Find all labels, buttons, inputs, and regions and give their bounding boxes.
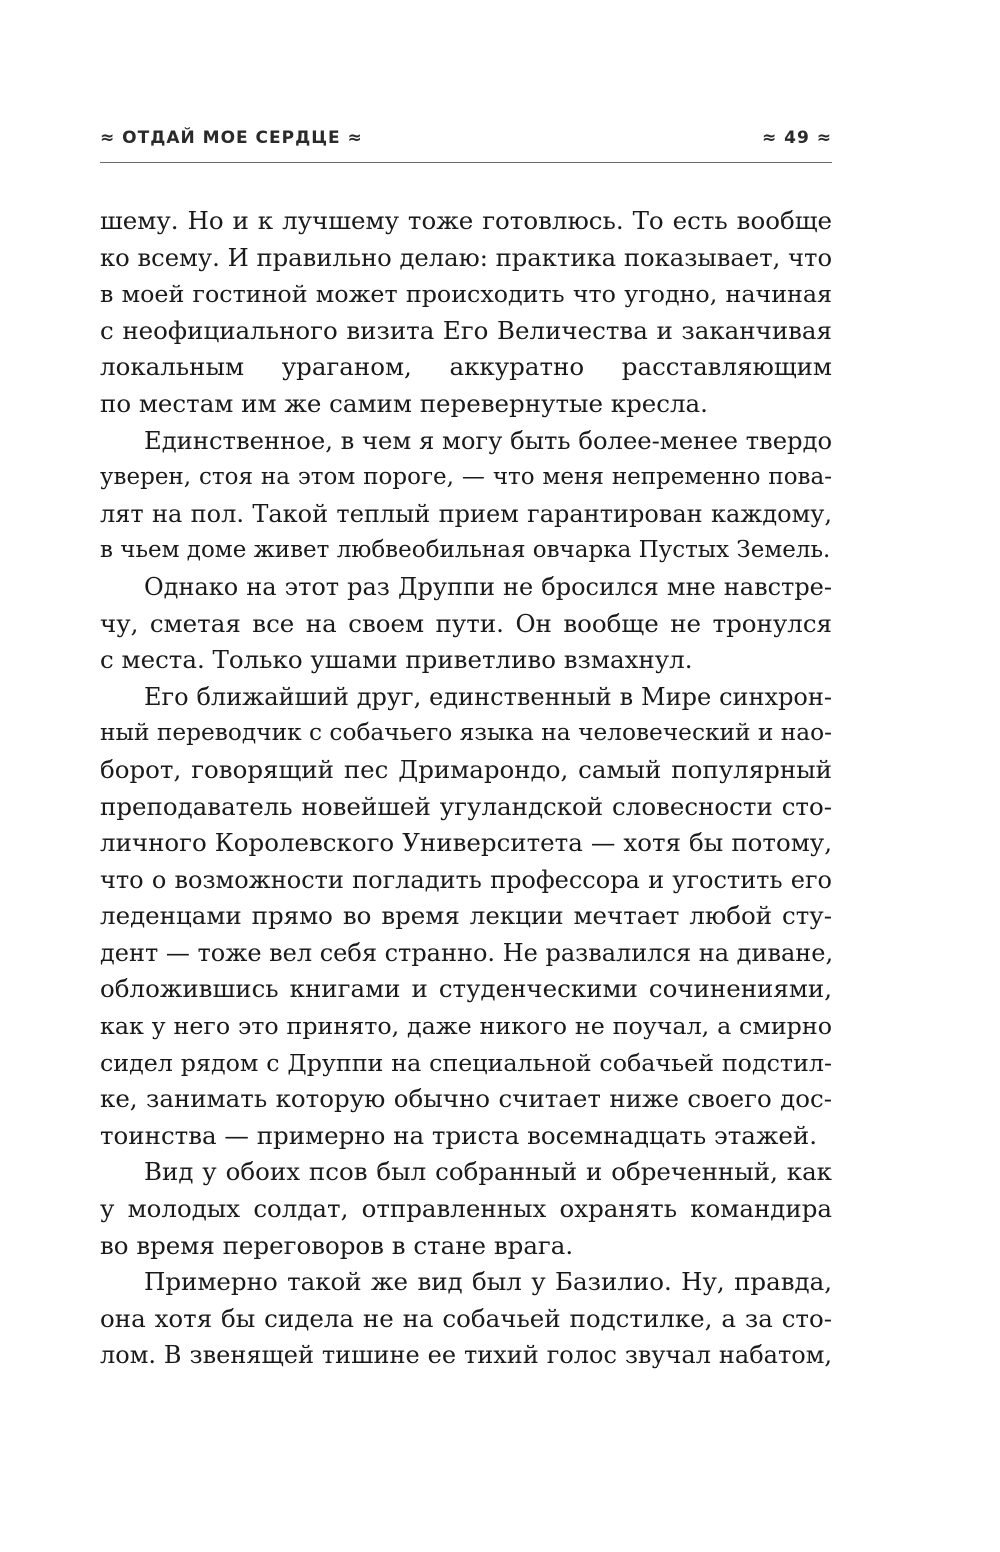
text-line: Примерно такой же вид был у Базилио. Ну, правда, (144, 1267, 832, 1297)
text-line: лят на пол. Такой теплый прием гарантирован каждому, (100, 499, 832, 528)
text-line: у молодых солдат, отправленных охранять командира (100, 1194, 832, 1224)
text-line: Единственное, в чем я могу быть более-менее твердо (144, 425, 833, 455)
text-line: локальным ураганом, аккуратно расставляющим (100, 352, 832, 382)
text-line: Вид у обоих псов был собранный и обреченный, как (144, 1157, 832, 1187)
text-line: ный переводчик с собачьего языка на человеческий и нао- (100, 719, 832, 747)
body-text (100, 203, 832, 1374)
text-line: обложившись книгами и студенческими сочинениями, (100, 974, 832, 1004)
paragraph (100, 679, 832, 1155)
paragraph (100, 203, 832, 423)
text-line: дент — тоже вел себя странно. Не развалился на диване, (100, 938, 834, 967)
header-divider (100, 162, 832, 163)
text-line: Его ближайший друг, единственный в Мире синхрон- (144, 682, 832, 711)
text-line: Однако на этот раз Друппи не бросился мне навстре- (144, 572, 832, 601)
text-line: лом. В звенящей тишине ее тихий голос звучал набатом, (100, 1341, 832, 1370)
text-line: чу, сметая все на своем пути. Он вообще не тронулся (100, 608, 832, 638)
text-line: сидел рядом с Друппи на специальной собачьей подстил- (100, 1048, 832, 1077)
text-line: ко всему. И правильно делаю: практика показывает, что (100, 242, 833, 272)
page-number: ≈ 49 ≈ (762, 128, 832, 148)
text-line: она хотя бы сидела не на собачьей подстилке, а за сто- (100, 1303, 832, 1333)
text-line: шему. Но и к лучшему тоже готовлюсь. То есть вообще (100, 206, 832, 235)
text-line: что о возможности погладить профессора и угостить его (100, 865, 832, 894)
text-line: личного Королевского Университета — хотя бы потому, (100, 828, 832, 858)
text-line: как у него это принято, даже никого не поучал, а смирно (100, 1012, 832, 1041)
text-line: с места. Только ушами приветливо взмахнул. (100, 645, 693, 675)
text-line: леденцами прямо во время лекции мечтает любой сту- (100, 901, 832, 931)
text-line: борот, говорящий пес Дримарондо, самый популярный (100, 754, 832, 784)
text-line: по местам им же самим перевернутые кресла. (100, 388, 708, 418)
paragraph (100, 1264, 832, 1374)
text-line: с неофициального визита Его Величества и заканчивая (100, 315, 832, 345)
running-header (100, 128, 832, 154)
text-line: тоинства — примерно на триста восемнадцать этажей. (100, 1120, 818, 1150)
paragraph (100, 569, 832, 679)
text-line: уверен, стоя на этом пороге, — что меня непременно пова- (100, 464, 832, 491)
text-line: во время переговоров в стане врага. (100, 1230, 574, 1260)
text-line: в чьем доме живет любвеобильная овчарка Пустых Земель. (100, 537, 831, 564)
paragraph (100, 1154, 832, 1264)
book-title: ≈ ОТДАЙ МОЕ СЕРДЦЕ ≈ (100, 128, 363, 148)
paragraph (100, 423, 832, 569)
text-line: в моей гостиной может происходить что угодно, начиная (100, 280, 832, 309)
text-line: ке, занимать которую обычно считает ниже своего дос- (100, 1084, 832, 1114)
text-line: преподаватель новейшей угуландской словесности сто- (100, 791, 832, 821)
